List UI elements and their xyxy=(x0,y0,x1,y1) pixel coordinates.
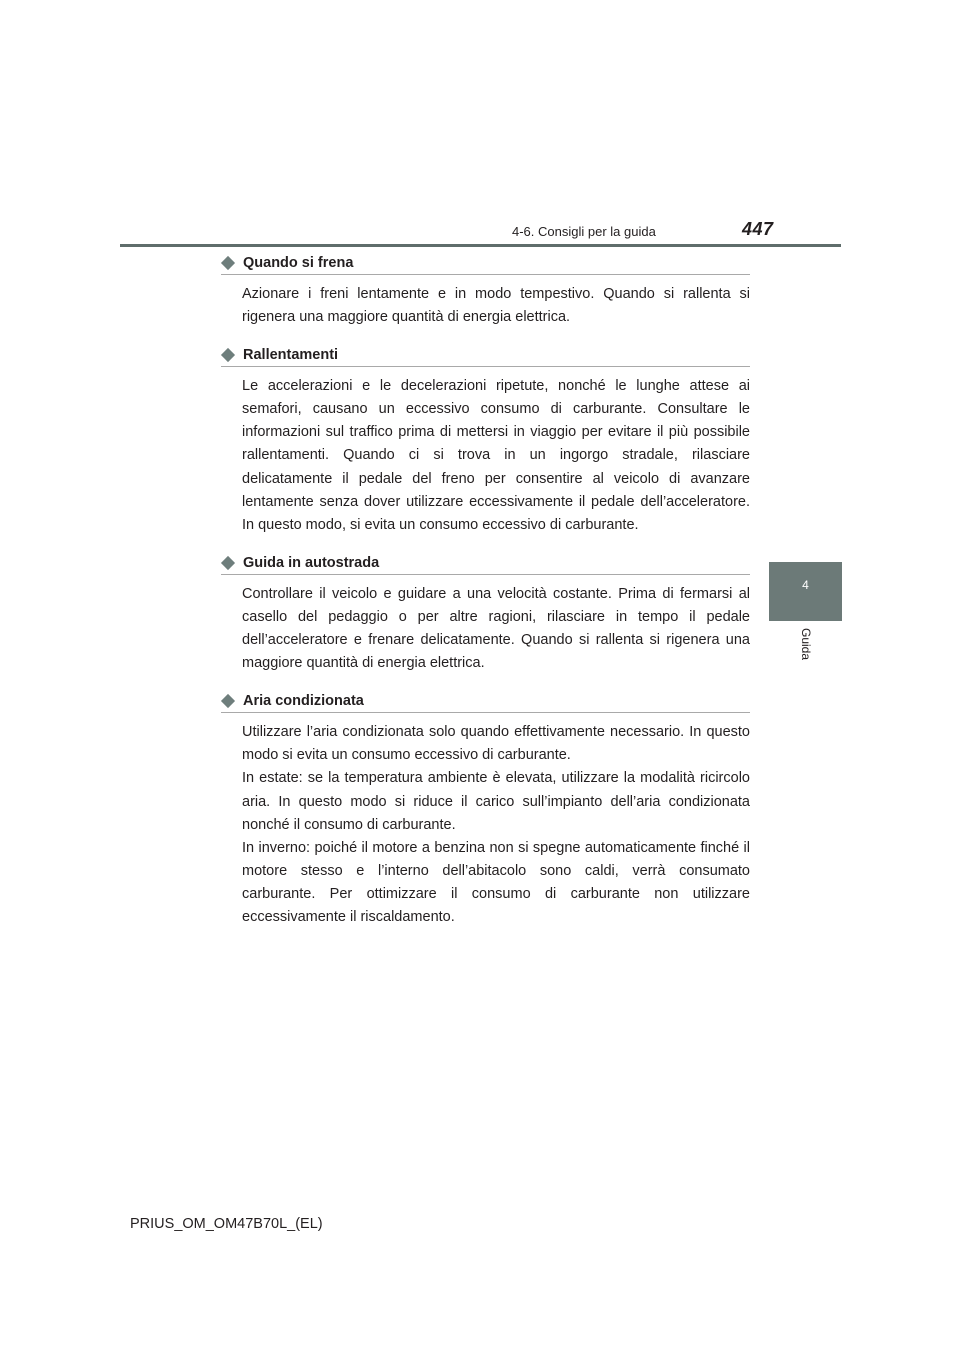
section-body xyxy=(221,575,750,675)
diamond-bullet-icon xyxy=(221,256,235,270)
section-aria-condizionata xyxy=(221,691,750,929)
section-title: Quando si frena xyxy=(243,255,354,271)
paragraph: In inverno: poiché il motore a benzina non si spegne automaticamente finché il motore stesso e l’interno dell’abitacolo sono caldi, verrà consumato carburante. Per ottimizzare il consumo di carburante non utilizzare eccessivamente il riscaldamento. xyxy=(242,839,750,925)
document-code: PRIUS_OM_OM47B70L_(EL) xyxy=(130,1216,323,1232)
chapter-tab xyxy=(769,562,842,621)
section-title: Rallentamenti xyxy=(243,347,339,364)
diamond-bullet-icon xyxy=(221,694,235,708)
paragraph: Utilizzare l’aria condizionata solo quando effettivamente necessario. In questo modo si evita un consumo eccessivo di carburante. xyxy=(242,724,750,764)
section-body xyxy=(221,713,750,929)
section-heading xyxy=(221,553,750,575)
page-content xyxy=(221,253,750,945)
page-number: 447 xyxy=(742,219,774,239)
paragraph: Controllare il veicolo e guidare a una velocità costante. Prima di fermarsi al casello del pedaggio o per altre ragioni, rilasciare in tempo il pedale dell’acceleratore e frenare delicatamente. Quando si rallenta si rigenera una maggiore quantità di energia elettrica. xyxy=(242,585,750,672)
section-heading xyxy=(221,691,750,713)
paragraph: Le accelerazioni e le decelerazioni ripetute, nonché le lunghe attese ai semafori, causano un eccessivo consumo di carburante. Consultare le informazioni sul traffico prima di mettersi in viaggio per evitare il più possibile rallentamenti. Quando ci si trova in un ingorgo stradale, rilasciare delicatamente il pedale del freno per consentire al veicolo di avanzare lentamente senza dover utilizzare eccessivamente il pedale dell’acceleratore. In questo modo, si evita un consumo eccessivo di carburante. xyxy=(242,378,750,533)
chapter-label: Guida xyxy=(799,628,813,661)
section-body xyxy=(221,367,750,537)
section-quando-si-frena xyxy=(221,253,750,329)
section-heading xyxy=(221,253,750,275)
paragraph: Azionare i freni lentamente e in modo tempestivo. Quando si rallenta si rigenera una maggiore quantità di energia elettrica. xyxy=(242,286,750,326)
section-guida-in-autostrada xyxy=(221,553,750,675)
diamond-bullet-icon xyxy=(221,348,235,362)
section-title: Aria condizionata xyxy=(243,693,364,710)
section-body xyxy=(221,275,750,329)
section-heading xyxy=(221,345,750,367)
diamond-bullet-icon xyxy=(221,556,235,570)
section-title: Guida in autostrada xyxy=(243,554,380,571)
header-section-title: 4-6. Consigli per la guida xyxy=(512,224,656,239)
section-rallentamenti xyxy=(221,345,750,537)
chapter-number: 4 xyxy=(802,578,809,592)
paragraph: In estate: se la temperatura ambiente è elevata, utilizzare la modalità ricircolo aria. In questo modo si riduce il carico sull’impianto dell’aria condizionata nonché il consumo di carburante. xyxy=(242,770,750,833)
header-divider xyxy=(120,244,841,247)
